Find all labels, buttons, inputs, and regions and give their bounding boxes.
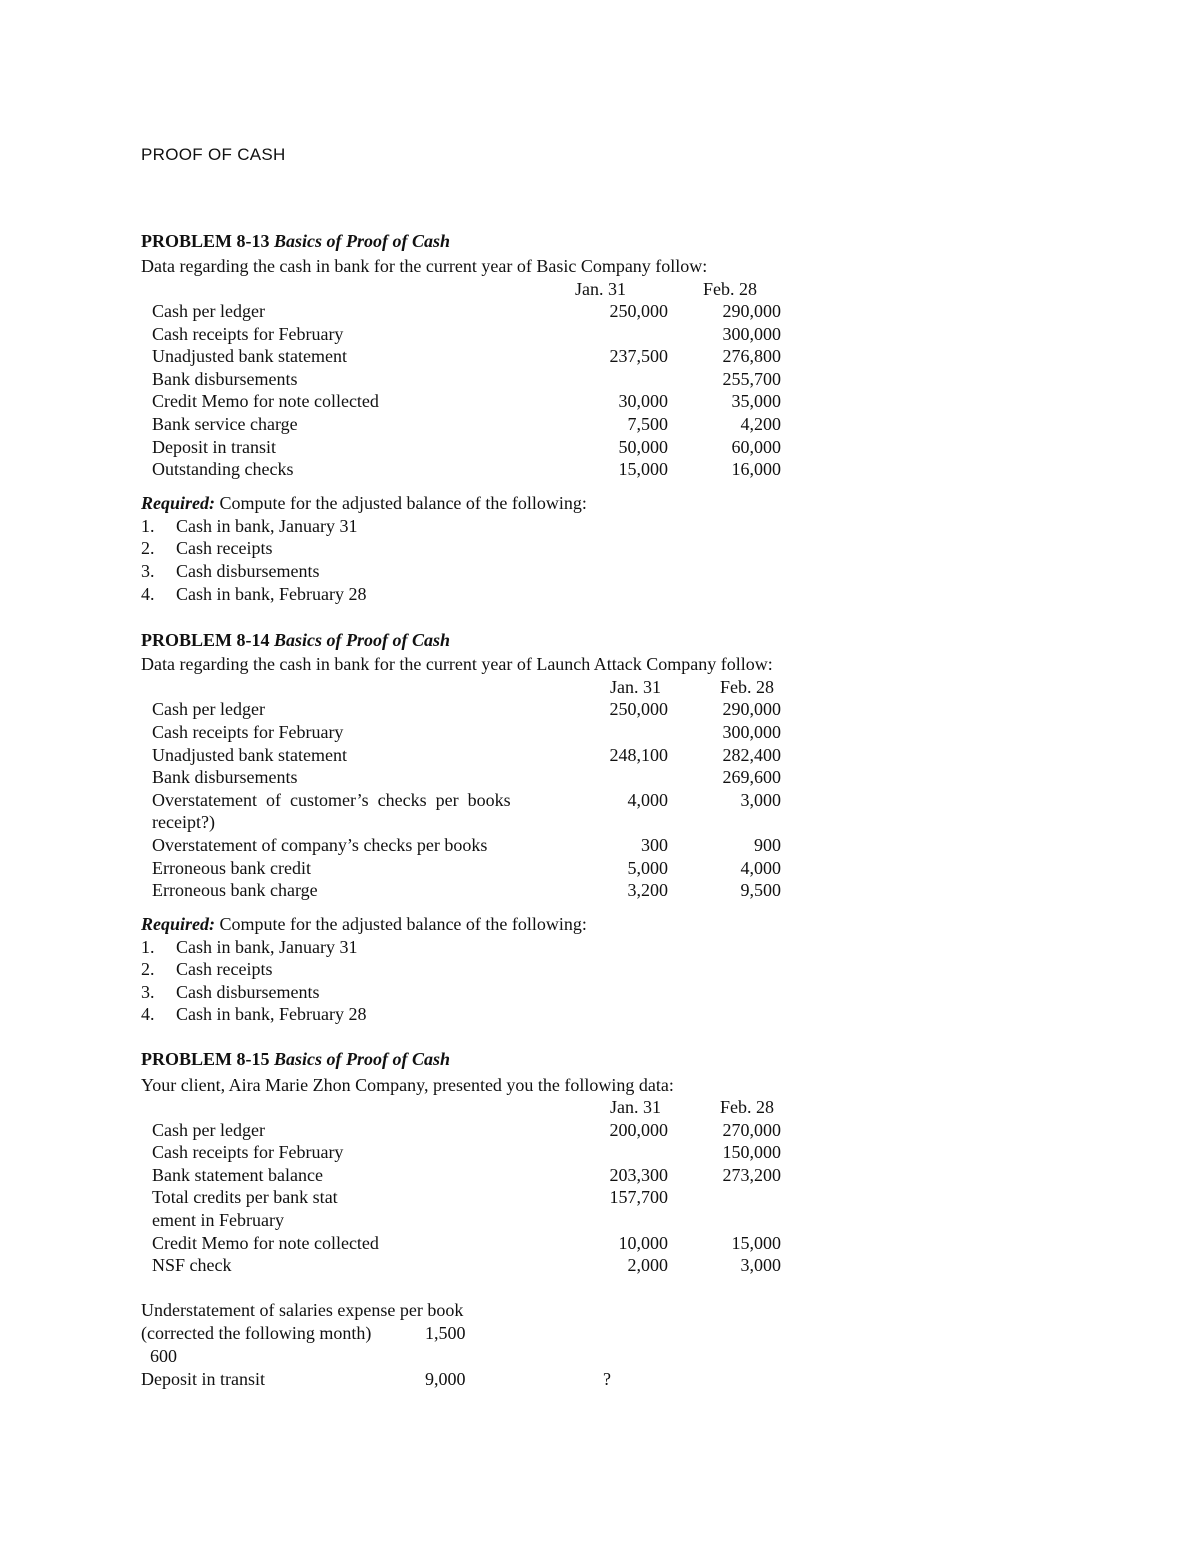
row-feb-value: 255,700 — [722, 369, 781, 389]
row-label: NSF check — [152, 1255, 232, 1275]
row-feb-value: 269,600 — [722, 767, 781, 787]
list-item: Cash disbursements — [176, 982, 320, 1002]
row-label: Cash per ledger — [152, 301, 265, 321]
row-label: Total credits per bank stat — [152, 1187, 338, 1207]
row-label: Overstatement of company’s checks per books — [152, 835, 488, 855]
row-feb-value: 150,000 — [722, 1142, 781, 1162]
extra-line: Understatement of salaries expense per book — [141, 1300, 464, 1320]
list-number: 3. — [141, 561, 155, 581]
column-header-feb: Feb. 28 — [720, 677, 774, 697]
row-label: Bank statement balance — [152, 1165, 323, 1185]
row-label: Deposit in transit — [152, 437, 276, 457]
problem-heading: PROBLEM 8-15 Basics of Proof of Cash — [141, 1049, 451, 1069]
row-feb-value: 9,500 — [740, 880, 781, 900]
list-item: Cash in bank, January 31 — [176, 516, 358, 536]
row-feb-value: 276,800 — [722, 346, 781, 366]
row-label: Bank disbursements — [152, 767, 298, 787]
row-label: Unadjusted bank statement — [152, 745, 347, 765]
column-header-jan: Jan. 31 — [575, 279, 626, 299]
row-feb-value: 300,000 — [722, 324, 781, 344]
row-feb-value: 16,000 — [731, 459, 781, 479]
row-jan-value: 250,000 — [609, 699, 668, 719]
list-number: 2. — [141, 959, 155, 979]
row-jan-value: 300 — [641, 835, 668, 855]
row-jan-value: 3,200 — [627, 880, 668, 900]
list-number: 4. — [141, 584, 155, 604]
row-label: Credit Memo for note collected — [152, 1233, 379, 1253]
row-feb-value: 290,000 — [722, 301, 781, 321]
row-feb-value: 3,000 — [740, 790, 781, 810]
row-jan-value: 5,000 — [627, 858, 668, 878]
extra-line-value: 9,000 — [425, 1369, 466, 1389]
list-item: Cash receipts — [176, 959, 273, 979]
row-jan-value: 50,000 — [618, 437, 668, 457]
row-feb-value: 900 — [754, 835, 781, 855]
row-label: Overstatement of customer’s checks per books — [152, 790, 511, 810]
row-label: Cash per ledger — [152, 699, 265, 719]
required-line: Required: Compute for the adjusted balance of the following: — [141, 914, 587, 934]
row-feb-value: 282,400 — [722, 745, 781, 765]
list-number: 1. — [141, 937, 155, 957]
problem-heading: PROBLEM 8-14 Basics of Proof of Cash — [141, 630, 451, 650]
list-item: Cash in bank, February 28 — [176, 584, 367, 604]
row-feb-value: 273,200 — [722, 1165, 781, 1185]
row-jan-value: 4,000 — [627, 790, 668, 810]
row-feb-value: 270,000 — [722, 1120, 781, 1140]
row-label: Bank service charge — [152, 414, 298, 434]
row-label: Cash receipts for February — [152, 324, 344, 344]
row-jan-value: 237,500 — [609, 346, 668, 366]
row-jan-value: 157,700 — [609, 1187, 668, 1207]
list-item: Cash in bank, February 28 — [176, 1004, 367, 1024]
row-jan-value: 2,000 — [627, 1255, 668, 1275]
row-feb-value: 4,000 — [740, 858, 781, 878]
row-feb-value: 4,200 — [740, 414, 781, 434]
row-jan-value: 30,000 — [618, 391, 668, 411]
row-feb-value: 290,000 — [722, 699, 781, 719]
row-jan-value: 203,300 — [609, 1165, 668, 1185]
row-label-continued: ement in February — [152, 1210, 284, 1230]
row-jan-value: 10,000 — [618, 1233, 668, 1253]
row-label: Bank disbursements — [152, 369, 298, 389]
unknown-value-marker: ? — [603, 1369, 611, 1389]
row-feb-value: 15,000 — [731, 1233, 781, 1253]
column-header-jan: Jan. 31 — [610, 1097, 661, 1117]
row-label: Cash receipts for February — [152, 722, 344, 742]
problem-intro: Your client, Aira Marie Zhon Company, presented you the following data: — [141, 1075, 674, 1095]
row-feb-value: 35,000 — [731, 391, 781, 411]
extra-line-label: Deposit in transit — [141, 1369, 265, 1389]
row-label: Outstanding checks — [152, 459, 294, 479]
row-jan-value: 248,100 — [609, 745, 668, 765]
row-label: Unadjusted bank statement — [152, 346, 347, 366]
list-number: 1. — [141, 516, 155, 536]
list-item: Cash receipts — [176, 538, 273, 558]
extra-line-label: (corrected the following month) — [141, 1323, 372, 1343]
row-label-continued: receipt?) — [152, 812, 215, 832]
row-label: Credit Memo for note collected — [152, 391, 379, 411]
row-jan-value: 15,000 — [618, 459, 668, 479]
row-label: Erroneous bank charge — [152, 880, 318, 900]
problem-intro: Data regarding the cash in bank for the current year of Basic Company follow: — [141, 256, 708, 276]
row-label: Erroneous bank credit — [152, 858, 311, 878]
column-header-feb: Feb. 28 — [720, 1097, 774, 1117]
row-jan-value: 7,500 — [627, 414, 668, 434]
extra-line-value: 600 — [150, 1346, 177, 1366]
extra-line-value: 1,500 — [425, 1323, 466, 1343]
required-line: Required: Compute for the adjusted balance of the following: — [141, 493, 587, 513]
row-feb-value: 300,000 — [722, 722, 781, 742]
row-jan-value: 250,000 — [609, 301, 668, 321]
list-number: 2. — [141, 538, 155, 558]
problem-intro: Data regarding the cash in bank for the current year of Launch Attack Company follow: — [141, 654, 773, 674]
list-item: Cash in bank, January 31 — [176, 937, 358, 957]
column-header-jan: Jan. 31 — [610, 677, 661, 697]
list-item: Cash disbursements — [176, 561, 320, 581]
row-label: Cash per ledger — [152, 1120, 265, 1140]
problem-heading: PROBLEM 8-13 Basics of Proof of Cash — [141, 231, 451, 251]
document-title: PROOF OF CASH — [141, 145, 286, 164]
row-feb-value: 60,000 — [731, 437, 781, 457]
column-header-feb: Feb. 28 — [703, 279, 757, 299]
list-number: 4. — [141, 1004, 155, 1024]
row-label: Cash receipts for February — [152, 1142, 344, 1162]
row-jan-value: 200,000 — [609, 1120, 668, 1140]
row-feb-value: 3,000 — [740, 1255, 781, 1275]
list-number: 3. — [141, 982, 155, 1002]
